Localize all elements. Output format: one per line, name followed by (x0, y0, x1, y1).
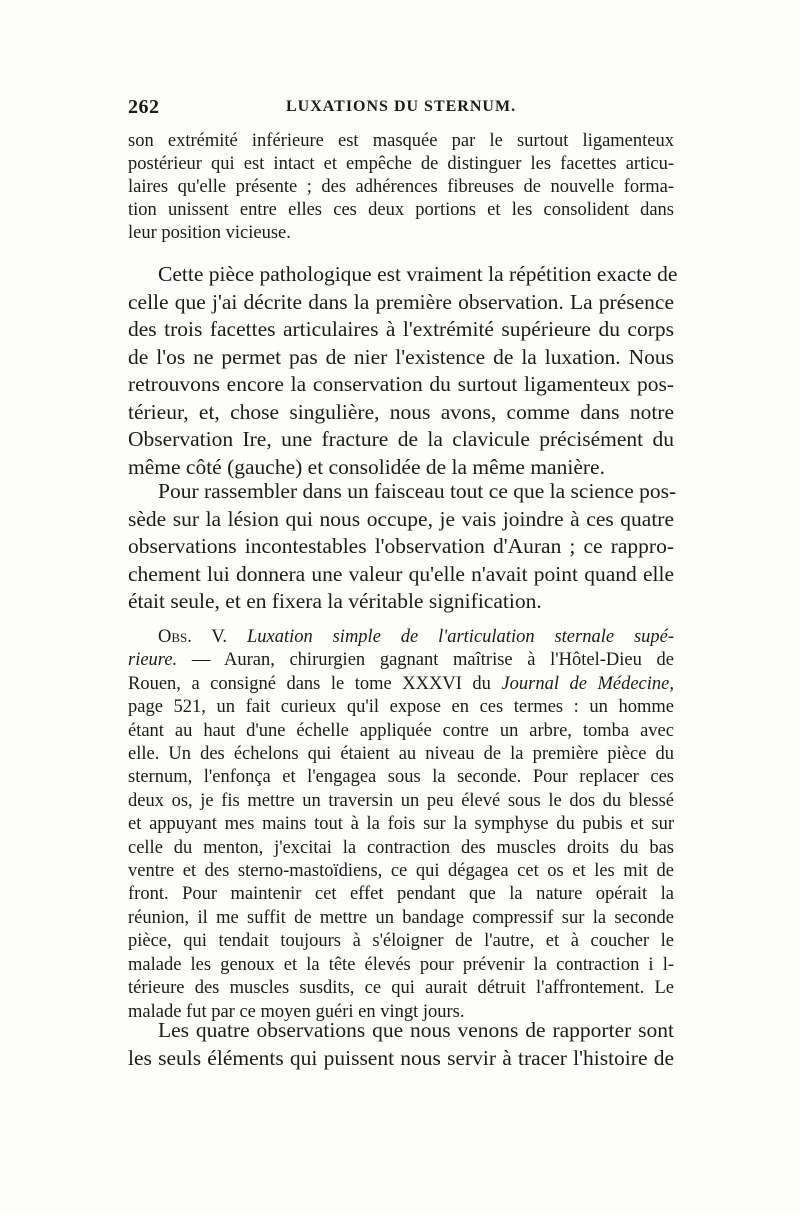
text-line: celle du menton, j'excitai la contraction des muscles droits du bas (128, 837, 674, 858)
text-line: et appuyant mes mains tout à la fois sur la symphyse du pubis et sur (128, 814, 674, 835)
text-line: Pour rassembler dans un faisceau tout ce que la science pos- (158, 479, 677, 503)
paragraph-1 (128, 130, 674, 245)
observation-heading-line (128, 626, 674, 649)
text-line: postérieur qui est intact et empêche de distinguer les facettes articu- (128, 154, 674, 174)
running-title: LUXATIONS DU STERNUM. (286, 98, 517, 115)
text-line: des trois facettes articulaires à l'extrémité supérieure du corps (128, 317, 674, 341)
text-line: laires qu'elle présente ; des adhérences fibreuses de nouvelle forma- (128, 177, 674, 197)
observation-5 (128, 626, 674, 1024)
text-line: page 521, un fait curieux qu'il expose en ces termes : un homme (128, 697, 674, 718)
journal-title: Journal de Médecine, (501, 673, 674, 694)
text-line: pièce, qui tendait toujours à s'éloigner de l'autre, et à coucher le (128, 931, 674, 952)
text-line: étant au haut d'une échelle appliquée contre un arbre, tomba avec (128, 720, 674, 741)
text-line (128, 673, 674, 696)
text-line: front. Pour maintenir cet effet pendant que la nature opérait la (128, 884, 674, 905)
text-line: tion unissent entre elles ces deux portions et les consolident dans (128, 200, 674, 220)
text-line: sternum, l'enfonça et l'engagea sous la seconde. Pour replacer ces (128, 767, 674, 788)
paragraph-2 (128, 261, 678, 481)
text-line (128, 649, 674, 672)
observation-title-end: rieure. (128, 650, 178, 671)
text-line: retrouvons encore la conservation du surtout ligamenteux pos- (128, 372, 674, 396)
text-line: malade fut par ce moyen guéri en vingt jours. (128, 1001, 465, 1022)
text-line: térieure des muscles susdits, ce qui aurait détruit l'affrontement. Le (128, 978, 674, 999)
text-fragment: Rouen, a consigné dans le tome XXXVI du (128, 673, 502, 694)
text-line: malade les genoux et la tête élevés pour prévenir la contraction i l- (128, 954, 674, 975)
text-line: Les quatre observations que nous venons de rapporter sont (158, 1018, 674, 1042)
text-line: de l'os ne permet pas de nier l'existence de la luxation. Nous (128, 344, 674, 369)
text-line: térieur, et, chose singulière, nous avons, comme dans notre (128, 399, 674, 424)
text-line: Observation Ire, une fracture de la clavicule précisément du (128, 427, 674, 451)
text-line: ventre et des sterno-mastoïdiens, ce qui dégagea cet os et les mit de (128, 861, 674, 882)
text-line: réunion, il me suffit de mettre un bandage compressif sur la seconde (128, 907, 674, 928)
text-line: son extrémité inférieure est masquée par le surtout ligamenteux (128, 131, 674, 151)
text-line: deux os, je fis mettre un traversin un peu élevé sous le dos du blessé (128, 790, 674, 811)
page-number: 262 (128, 96, 160, 118)
text-line: Cette pièce pathologique est vraiment la répétition exacte de (158, 262, 678, 286)
text-line: leur position vicieuse. (128, 223, 291, 243)
observation-label: Obs. V. (158, 627, 228, 647)
text-line: était seule, et en fixera la véritable signification. (128, 589, 542, 613)
text-line: elle. Un des échelons qui étaient au niveau de la première pièce du (128, 744, 674, 765)
text-line: les seuls éléments qui puissent nous servir à tracer l'histoire de (128, 1045, 674, 1070)
observation-title: Luxation simple de l'articulation sternale supé- (246, 627, 675, 647)
text-line: même côté (gauche) et consolidée de la même manière. (128, 454, 605, 479)
text-line: observations incontestables l'observation d'Auran ; ce rappro- (128, 534, 674, 558)
paragraph-4 (128, 1017, 674, 1072)
text-line: sède sur la lésion qui nous occupe, je vais joindre à ces quatre (128, 506, 674, 531)
page-header (128, 96, 668, 126)
text-line: celle que j'ai décrite dans la première observation. La présence (128, 289, 674, 314)
paragraph-3 (128, 478, 677, 616)
text-fragment: — Auran, chirurgien gagnant maîtrise à l'Hôtel-Dieu de (177, 650, 674, 671)
text-line: chement lui donnera une valeur qu'elle n'avait point quand elle (128, 561, 674, 586)
